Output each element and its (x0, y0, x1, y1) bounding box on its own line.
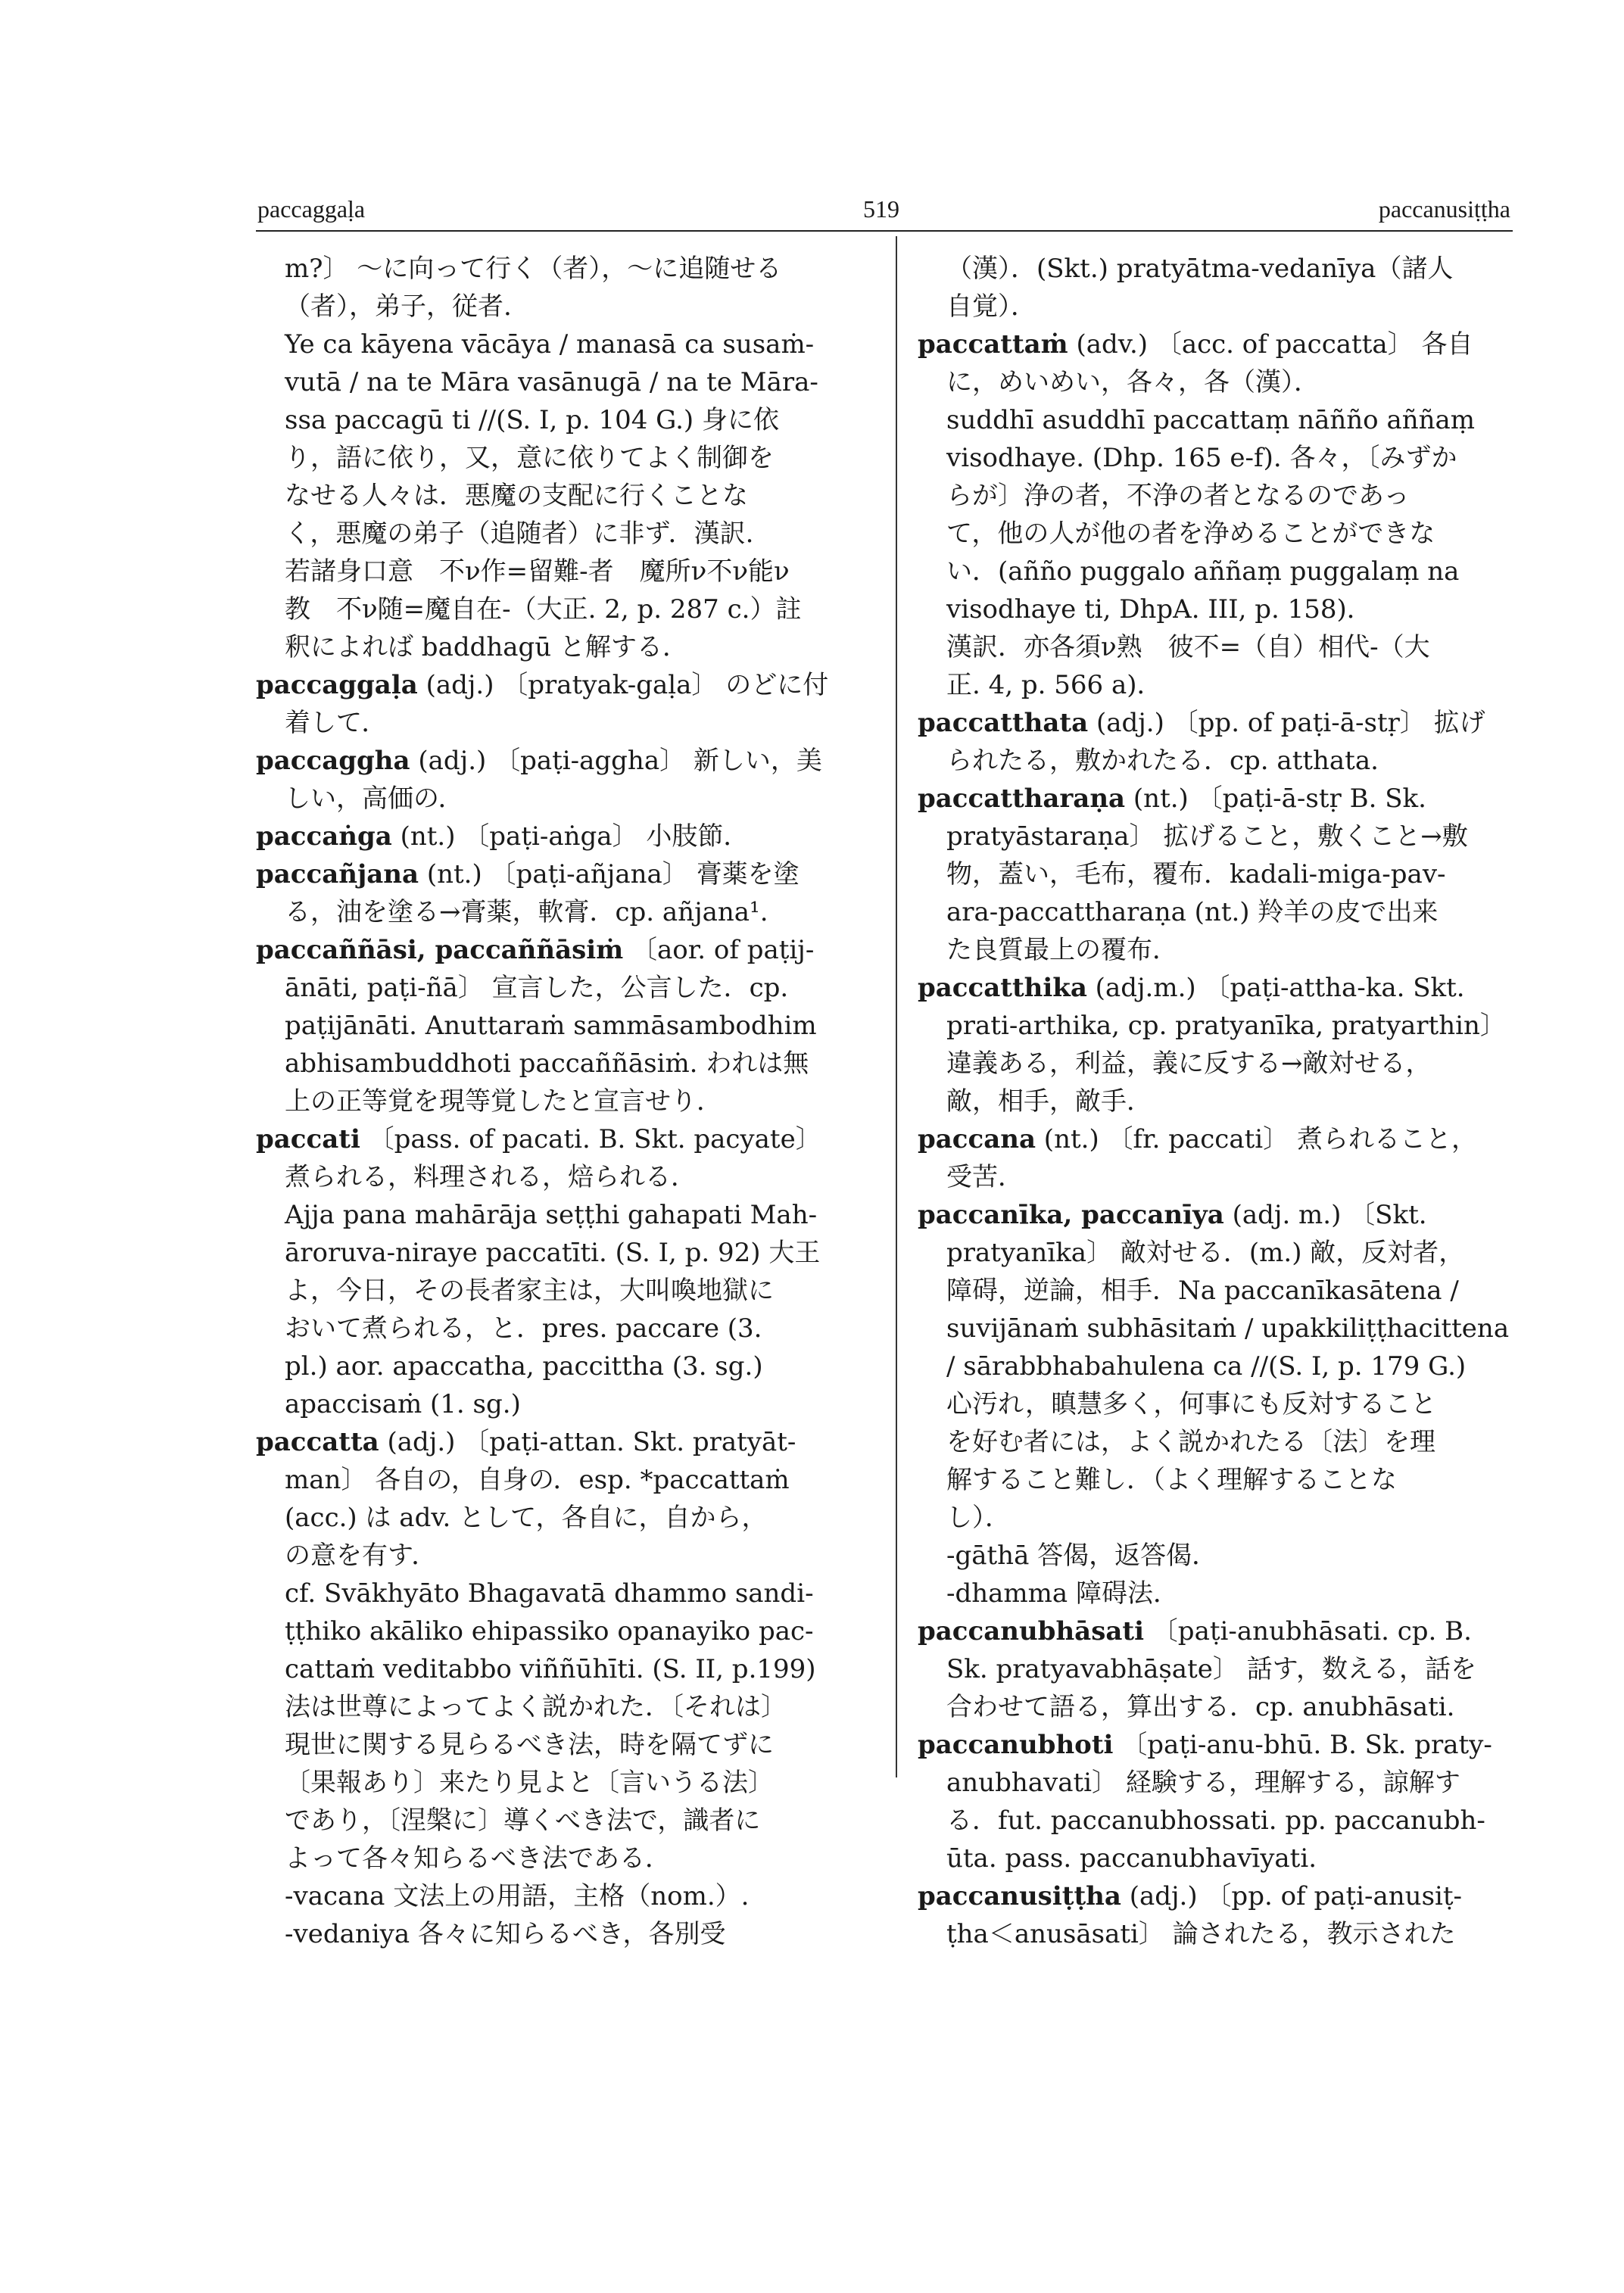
text-line: 上の正等覚を現等覚したと宣言せり． (285, 1086, 722, 1117)
text-line: ara-paccattharaṇa (nt.) 羚羊の皮で出来 (946, 897, 1439, 927)
text-line: 着して． (285, 708, 388, 738)
running-head-left: paccaggaḷa (257, 195, 366, 223)
entry-line (918, 326, 1516, 363)
entry-line (918, 969, 1516, 1007)
entry-line (918, 1612, 1516, 1650)
entry-text: (adj.) 〔pratyak-gaḷa〕 のどに付 (417, 670, 829, 700)
headword: paccañjana (256, 859, 419, 889)
text-line: visodhaye ti, DhpA. III, p. 158)． (946, 594, 1373, 625)
text-line: ānāti, paṭi-ñā〕 宣言した，公言した．cp. (285, 973, 789, 1003)
entry-line (256, 742, 878, 780)
entry-line (918, 780, 1516, 818)
headword: paccattaṁ (918, 329, 1068, 360)
text-line: 正. 4, p. 566 a)． (946, 670, 1163, 700)
text-line: て，他の人が他の者を浄めることができな (946, 519, 1435, 549)
entry-line (918, 1196, 1516, 1234)
text-line: 受苦． (946, 1162, 1024, 1192)
entry-text: (adj.m.) 〔paṭi-attha-ka. Skt. (1086, 973, 1465, 1003)
text-line: -dhamma 障碍法． (946, 1578, 1179, 1609)
text-line: pratyanīka〕 敵対せる．(m.) 敵，反対者， (946, 1238, 1465, 1268)
headword: paccaggha (256, 746, 410, 776)
headword: paccanusiṭṭha (918, 1881, 1121, 1911)
text-line: よって各々知らるべき法である． (285, 1843, 671, 1874)
text-line: 漢訳．亦各須ν熟 彼不=（自）相代-（大 (946, 632, 1430, 662)
text-line: suvijānaṁ subhāsitaṁ / upakkiliṭṭhacittena (946, 1313, 1510, 1344)
text-line: paṭijānāti. Anuttaraṁ sammāsambodhim (285, 1011, 817, 1041)
text-line: 合わせて語る，算出する．cp. anubhāsati. (946, 1692, 1455, 1722)
headword: paccanubhāsati (918, 1616, 1144, 1647)
entry-text: 〔paṭi-anu-bhū. B. Sk. praty- (1113, 1730, 1492, 1760)
text-line: -vedaniya 各々に知らるべき，各別受 (285, 1919, 726, 1949)
text-line: であり，〔涅槃に〕導くべき法で，識者に (285, 1805, 761, 1836)
entry-line (918, 1726, 1516, 1764)
text-line: ṭha＜anusāsati〕 論されたる，教示された (946, 1919, 1456, 1949)
text-line: おいて煮られる，と．pres. paccare (3. (285, 1313, 762, 1344)
text-line: Sk. pratyavabhāṣate〕 話す，数える，話を (946, 1654, 1476, 1684)
headword: paccanubhoti (918, 1730, 1114, 1760)
entry-text: (nt.) 〔paṭi-ā-stṛ B. Sk. (1125, 784, 1426, 814)
entry-line (256, 1423, 878, 1461)
text-line: man〕 各自の，自身の．esp. *paccattaṁ (285, 1465, 790, 1495)
text-line: 心汚れ，瞋慧多く，何事にも反対すること (946, 1389, 1437, 1419)
left-column (256, 250, 878, 1953)
entry-line (256, 855, 878, 893)
entry-line (256, 666, 878, 704)
entry-text: 〔aor. of paṭij- (623, 935, 815, 965)
entry-text: (adj.) 〔pp. of paṭi-ā-stṛ〕 拡げ (1088, 708, 1485, 738)
text-line: cattaṁ veditabbo viññūhīti. (S. II, p.199) (285, 1654, 816, 1684)
text-line: の意を有す． (285, 1541, 438, 1571)
text-line: vutā / na te Māra vasānugā / na te Māra- (285, 367, 818, 397)
headword: paccatthata (918, 708, 1089, 738)
entry-text: 〔paṭi-anubhāsati. cp. B. (1144, 1616, 1472, 1647)
text-line: 若諸身口意 不ν作=留難-者 魔所ν不ν能ν (285, 556, 790, 587)
text-line: apaccisaṁ (1. sg.) (285, 1389, 521, 1419)
column-divider (896, 236, 897, 1777)
entry-line (256, 931, 878, 969)
text-line: Ye ca kāyena vācāya / manasā ca susaṁ- (285, 329, 815, 360)
entry-line (256, 1120, 878, 1158)
text-line: られたる，敷かれたる．cp. atthata. (946, 746, 1379, 776)
entry-text: (nt.) 〔paṭi-añjana〕 膏薬を塗 (419, 859, 800, 889)
headword: paccatta (256, 1427, 379, 1457)
text-line: り，語に依り，又，意に依りてよく制御を (285, 443, 774, 473)
headword: paccaṅga (256, 821, 392, 852)
text-line: る．fut. paccanubhossati. pp. paccanubh- (946, 1805, 1485, 1836)
text-line: 〔果報あり〕来たり見よと〔言いうる法〕 (285, 1768, 774, 1798)
text-line: -gāthā 答偈，返答偈． (946, 1541, 1218, 1571)
text-line: 現世に関する見らるべき法，時を隔てずに (285, 1730, 774, 1760)
entry-line (918, 704, 1516, 742)
entry-line (918, 1120, 1516, 1158)
text-line: らが〕浄の者，不浄の者となるのであっ (946, 481, 1410, 511)
text-line: 教 不ν随=魔自在-（大正. 2, p. 287 c.）註 (285, 594, 802, 625)
headword: paccaggaḷa (256, 670, 418, 700)
text-line: suddhī asuddhī paccattaṃ nāñño aññaṃ (946, 405, 1476, 435)
entry-line (918, 1877, 1516, 1915)
text-line: 自覚）． (946, 291, 1036, 322)
text-line: m?〕 ～に向って行く（者），～に追随せる (285, 254, 782, 284)
text-line: なせる人々は．悪魔の支配に行くことな (285, 481, 748, 511)
text-line: prati-arthika, cp. pratyanīka, pratyarthin〕 (946, 1011, 1506, 1041)
text-line: pratyāstaraṇa〕 拡げること，敷くこと→敷 (946, 821, 1468, 852)
text-line: cf. Svākhyāto Bhagavatā dhammo sandi- (285, 1578, 814, 1609)
text-line: ṭṭhiko akāliko ehipassiko opanayiko pac- (285, 1616, 814, 1647)
entry-text: (adj. m.) 〔Skt. (1223, 1200, 1427, 1230)
entry-text: (adj.) 〔paṭi-attan. Skt. pratyāt- (379, 1427, 796, 1457)
text-line: 敵，相手，敵手． (946, 1086, 1152, 1117)
text-line: （者），弟子，従者. (285, 291, 512, 322)
text-line: 障碍，逆論，相手．Na paccanīkasātena / (946, 1276, 1459, 1306)
entry-text: (adj.) 〔pp. of paṭi-anusiṭ- (1121, 1881, 1463, 1911)
text-line: Ajja pana mahārāja seṭṭhi gahapati Mah- (285, 1200, 818, 1230)
header-rule (256, 230, 1513, 232)
text-line: よ，今日，その長者家主は，大叫喚地獄に (285, 1276, 774, 1306)
text-line: / sārabbhabahulena ca //(S. I, p. 179 G.) (946, 1351, 1467, 1382)
text-line: （漢）．(Skt.) pratyātma-vedanīya（諸人 (946, 254, 1454, 284)
right-column (918, 250, 1516, 1953)
text-line: た良質最上の覆布． (946, 935, 1178, 965)
headword: paccati (256, 1124, 360, 1154)
headword: paccatthika (918, 973, 1087, 1003)
headword: paccattharaṇa (918, 784, 1126, 814)
text-line: āroruva-niraye paccatīti. (S. I, p. 92) 大王 (285, 1238, 821, 1268)
running-head-right: paccanusiṭṭha (1378, 195, 1510, 223)
text-line: pl.) aor. apaccatha, paccittha (3. sg.) (285, 1351, 763, 1382)
text-line: 解すること難し．（よく理解することな (946, 1465, 1397, 1495)
text-line: ssa paccagū ti //(S. I, p. 104 G.) 身に依 (285, 405, 780, 435)
page-number: 519 (863, 195, 899, 223)
text-line: 釈によれば baddhagū と解する． (285, 632, 689, 662)
text-line: い．(añño puggalo aññaṃ puggalaṃ na (946, 556, 1460, 587)
entry-text: (nt.) 〔fr. paccati〕 煮られること， (1036, 1124, 1477, 1154)
text-line: anubhavati〕 経験する，理解する，諒解す (946, 1768, 1460, 1798)
headword: paccana (918, 1124, 1036, 1154)
text-line: 煮られる，料理される，焙られる． (285, 1162, 697, 1192)
headword: paccaññāsi, paccaññāsiṁ (256, 935, 624, 965)
entry-text: (adj.) 〔paṭi-aggha〕 新しい，美 (410, 746, 822, 776)
entry-text: (adv.) 〔acc. of paccatta〕 各自 (1068, 329, 1473, 360)
text-line: に，めいめい，各々，各（漢）． (946, 367, 1320, 397)
text-line: ūta. pass. paccanubhavīyati. (946, 1843, 1317, 1874)
text-line: る，油を塗る→膏薬，軟膏．cp. añjana¹. (285, 897, 768, 927)
text-line: 法は世尊によってよく説かれた．〔それは〕 (285, 1692, 787, 1722)
text-line: しい，高価の． (285, 784, 464, 814)
text-line: (acc.) は adv. として，各自に，自から， (285, 1503, 768, 1533)
text-line: abhisambuddhoti paccaññāsiṁ. われは無 (285, 1048, 809, 1079)
entry-text: (nt.) 〔paṭi-aṅga〕 小肢節． (391, 821, 750, 852)
text-line: を好む者には，よく説かれたる〔法〕を理 (946, 1427, 1435, 1457)
text-line: visodhaye. (Dhp. 165 e-f). 各々，〔みずか (946, 443, 1457, 473)
entry-line (256, 818, 878, 855)
text-line: し）． (946, 1503, 1011, 1533)
text-line: 違義ある，利益，義に反する→敵対せる， (946, 1048, 1432, 1079)
text-line: 物，蓋い，毛布，覆布．kadali-miga-pav- (946, 859, 1446, 889)
entry-text: 〔pass. of pacati. B. Skt. pacyate〕 (360, 1124, 821, 1154)
text-line: -vacana 文法上の用語，主格（nom.）. (285, 1881, 750, 1911)
headword: paccanīka, paccanīya (918, 1200, 1224, 1230)
text-line: く，悪魔の弟子（追随者）に非ず．漢訳. (285, 519, 754, 549)
